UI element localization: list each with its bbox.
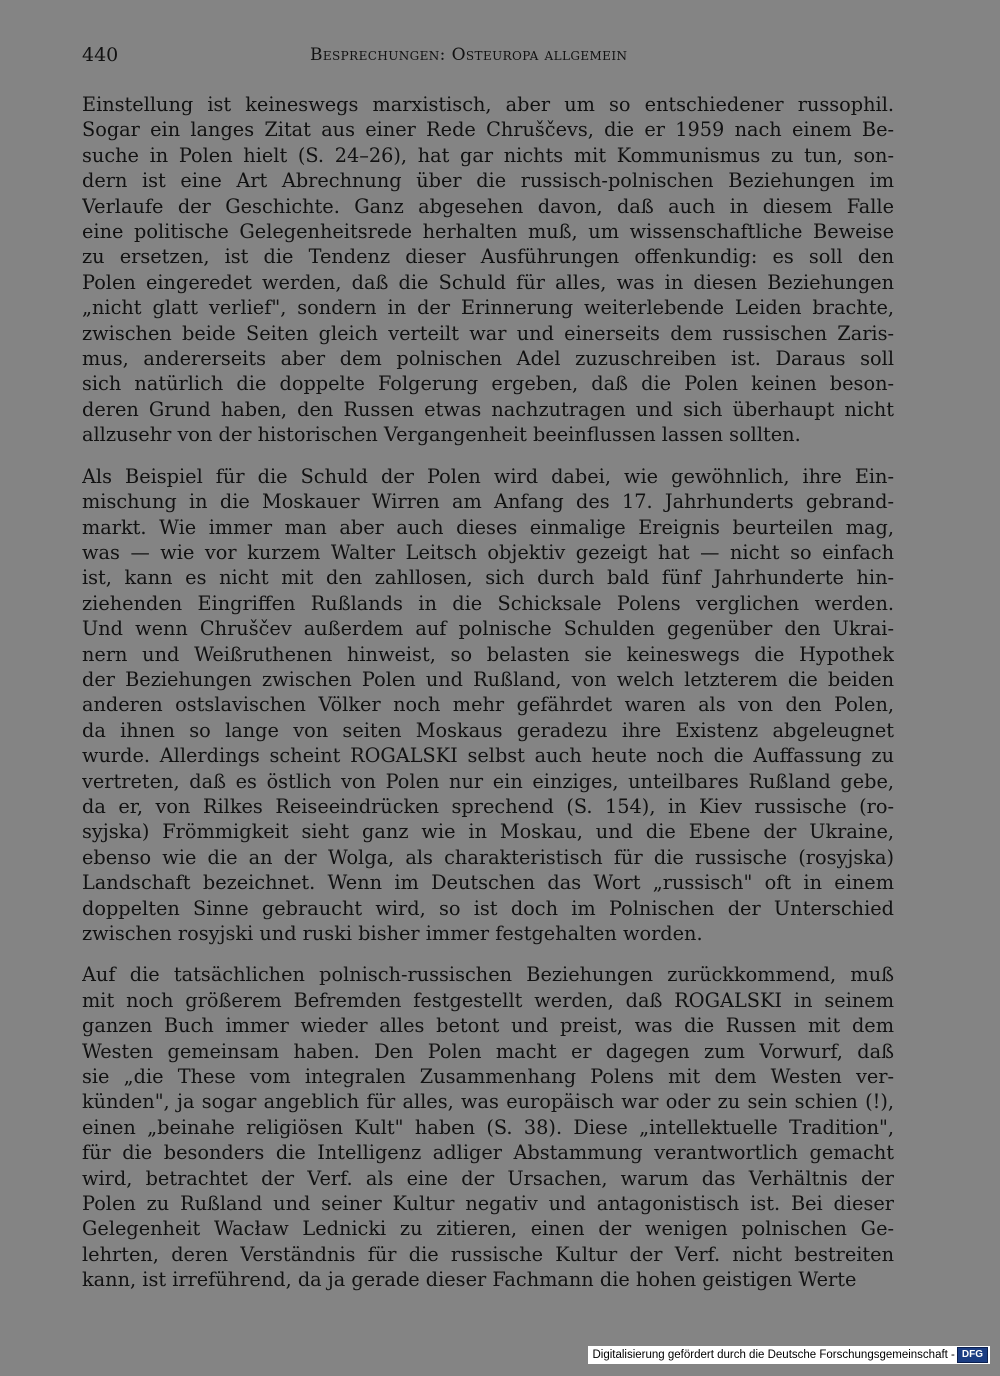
text-line: lehrten, deren Verständnis für die russische Kultur der Verf. nicht bestreiten: [82, 1242, 894, 1266]
text-line: Einstellung ist keineswegs marxistisch, aber um so entschiedener russophil.: [82, 93, 894, 116]
text-line: kann, ist irreführend, da ja gerade dieser Fachmann die hohen geistigen Werte: [82, 1268, 857, 1292]
paragraph: [82, 92, 894, 448]
text-line: vertreten, daß es östlich von Polen nur ein einziges, unteilbares Rußland gebe,: [82, 769, 894, 793]
text-line: mit noch größerem Befremden festgestellt werden, daß ROGALSKI in seinem: [82, 988, 894, 1012]
text-line: Und wenn Chruščev außerdem auf polnische Schulden gegenüber den Ukrai-: [82, 617, 894, 641]
paragraph: [82, 962, 894, 1292]
text-line: syjska) Frömmigkeit sieht ganz wie in Moskau, und die Ebene der Ukraine,: [82, 820, 894, 844]
digitization-stamp: [588, 1346, 990, 1364]
body-text: [82, 92, 894, 1309]
text-line: künden", ja sogar angeblich für alles, was europäisch war oder zu sein schien (!),: [82, 1090, 894, 1114]
text-line: ganzen Buch immer wieder alles betont und preist, was die Russen mit dem: [82, 1014, 894, 1038]
text-line: ebenso wie die an der Wolga, als charakteristisch für die russische (rosyjska): [82, 845, 894, 869]
text-line: Polen eingeredet werden, daß die Schuld für alles, was in diesen Beziehungen: [82, 270, 894, 294]
text-line: allzusehr von der historischen Vergangenheit beeinflussen lassen sollten.: [82, 423, 801, 447]
text-line: Verlaufe der Geschichte. Ganz abgesehen davon, daß auch in diesem Falle: [82, 194, 894, 218]
text-line: für die besonders die Intelligenz adliger Abstammung verantwortlich gemacht: [82, 1141, 894, 1165]
paragraph: [82, 464, 894, 947]
text-line: der Beziehungen zwischen Polen und Rußland, von welch letzterem die beiden: [82, 667, 894, 691]
text-line: nern und Weißruthenen hinweist, so belasten sie keineswegs die Hypothek: [82, 642, 894, 666]
text-line: zwischen beide Seiten gleich verteilt war und einerseits dem russischen Zaris-: [82, 321, 894, 345]
text-line: eine politische Gelegenheitsrede herhalten muß, um wissenschaftliche Beweise: [82, 220, 894, 244]
text-line: „nicht glatt verlief", sondern in der Erinnerung weiterlebende Leiden brachte,: [82, 296, 894, 320]
text-line: Westen gemeinsam haben. Den Polen macht er dagegen zum Vorwurf, daß: [82, 1039, 894, 1063]
text-line: doppelten Sinne gebraucht wird, so ist doch im Polnischen der Unterschied: [82, 896, 894, 920]
text-line: anderen ostslavischen Völker noch mehr gefährdet waren als von den Polen,: [82, 693, 894, 717]
text-line: da er, von Rilkes Reiseeindrücken sprechend (S. 154), in Kiev russische (ro-: [82, 794, 894, 818]
text-line: deren Grund haben, den Russen etwas nachzutragen und sich überhaupt nicht: [82, 397, 894, 421]
digitization-stamp-text: Digitalisierung gefördert durch die Deutsche Forschungsgemeinschaft -: [592, 1349, 955, 1361]
text-line: sich natürlich die doppelte Folgerung ergeben, daß die Polen keinen beson-: [82, 372, 894, 396]
text-line: was — wie vor kurzem Walter Leitsch objektiv gezeigt hat — nicht so einfach: [82, 540, 894, 564]
text-line: ziehenden Eingriffen Rußlands in die Schicksale Polens verglichen werden.: [82, 591, 894, 615]
text-line: Sogar ein langes Zitat aus einer Rede Chruščevs, die er 1959 nach einem Be-: [82, 118, 894, 142]
text-line: mischung in die Moskauer Wirren am Anfang des 17. Jahrhunderts gebrand-: [82, 490, 894, 514]
text-line: Gelegenheit Wacław Lednicki zu zitieren, einen der wenigen polnischen Ge-: [82, 1217, 894, 1241]
text-line: sie „die These vom integralen Zusammenhang Polens mit dem Westen ver-: [82, 1065, 894, 1089]
dfg-logo-icon: DFG: [957, 1347, 988, 1363]
text-line: Landschaft bezeichnet. Wenn im Deutschen das Wort „russisch" oft in einem: [82, 871, 894, 895]
text-line: Polen zu Rußland und seiner Kultur negativ und antagonistisch ist. Bei dieser: [82, 1192, 894, 1216]
text-line: dern ist eine Art Abrechnung über die russisch-polnischen Beziehungen im: [82, 169, 894, 193]
page-number: 440: [82, 44, 119, 66]
text-line: einen „beinahe religiösen Kult" haben (S. 38). Diese „intellektuelle Tradition",: [82, 1115, 894, 1139]
text-line: zu ersetzen, ist die Tendenz dieser Ausführungen offenkundig: es soll den: [82, 245, 894, 269]
text-line: mus, andererseits aber dem polnischen Adel zuzuschreiben ist. Daraus soll: [82, 347, 894, 371]
text-line: wird, betrachtet der Verf. als eine der Ursachen, warum das Verhältnis der: [82, 1166, 894, 1190]
text-line: markt. Wie immer man aber auch dieses einmalige Ereignis beurteilen mag,: [82, 515, 894, 539]
text-line: suche in Polen hielt (S. 24–26), hat gar nichts mit Kommunismus zu tun, son-: [82, 143, 894, 167]
text-line: ist, kann es nicht mit den zahllosen, sich durch bald fünf Jahrhunderte hin-: [82, 566, 894, 590]
text-line: zwischen rosyjski und ruski bisher immer festgehalten worden.: [82, 922, 703, 945]
text-line: Auf die tatsächlichen polnisch-russischen Beziehungen zurückkommend, muß: [82, 963, 894, 987]
running-head: Besprechungen: Osteuropa allgemein: [310, 45, 628, 65]
text-line: wurde. Allerdings scheint ROGALSKI selbst auch heute noch die Auffassung zu: [82, 744, 894, 768]
text-line: Als Beispiel für die Schuld der Polen wird dabei, wie gewöhnlich, ihre Ein-: [82, 464, 894, 488]
page-header: [82, 43, 894, 71]
text-line: da ihnen so lange von seiten Moskaus geradezu ihre Existenz abgeleugnet: [82, 718, 894, 742]
